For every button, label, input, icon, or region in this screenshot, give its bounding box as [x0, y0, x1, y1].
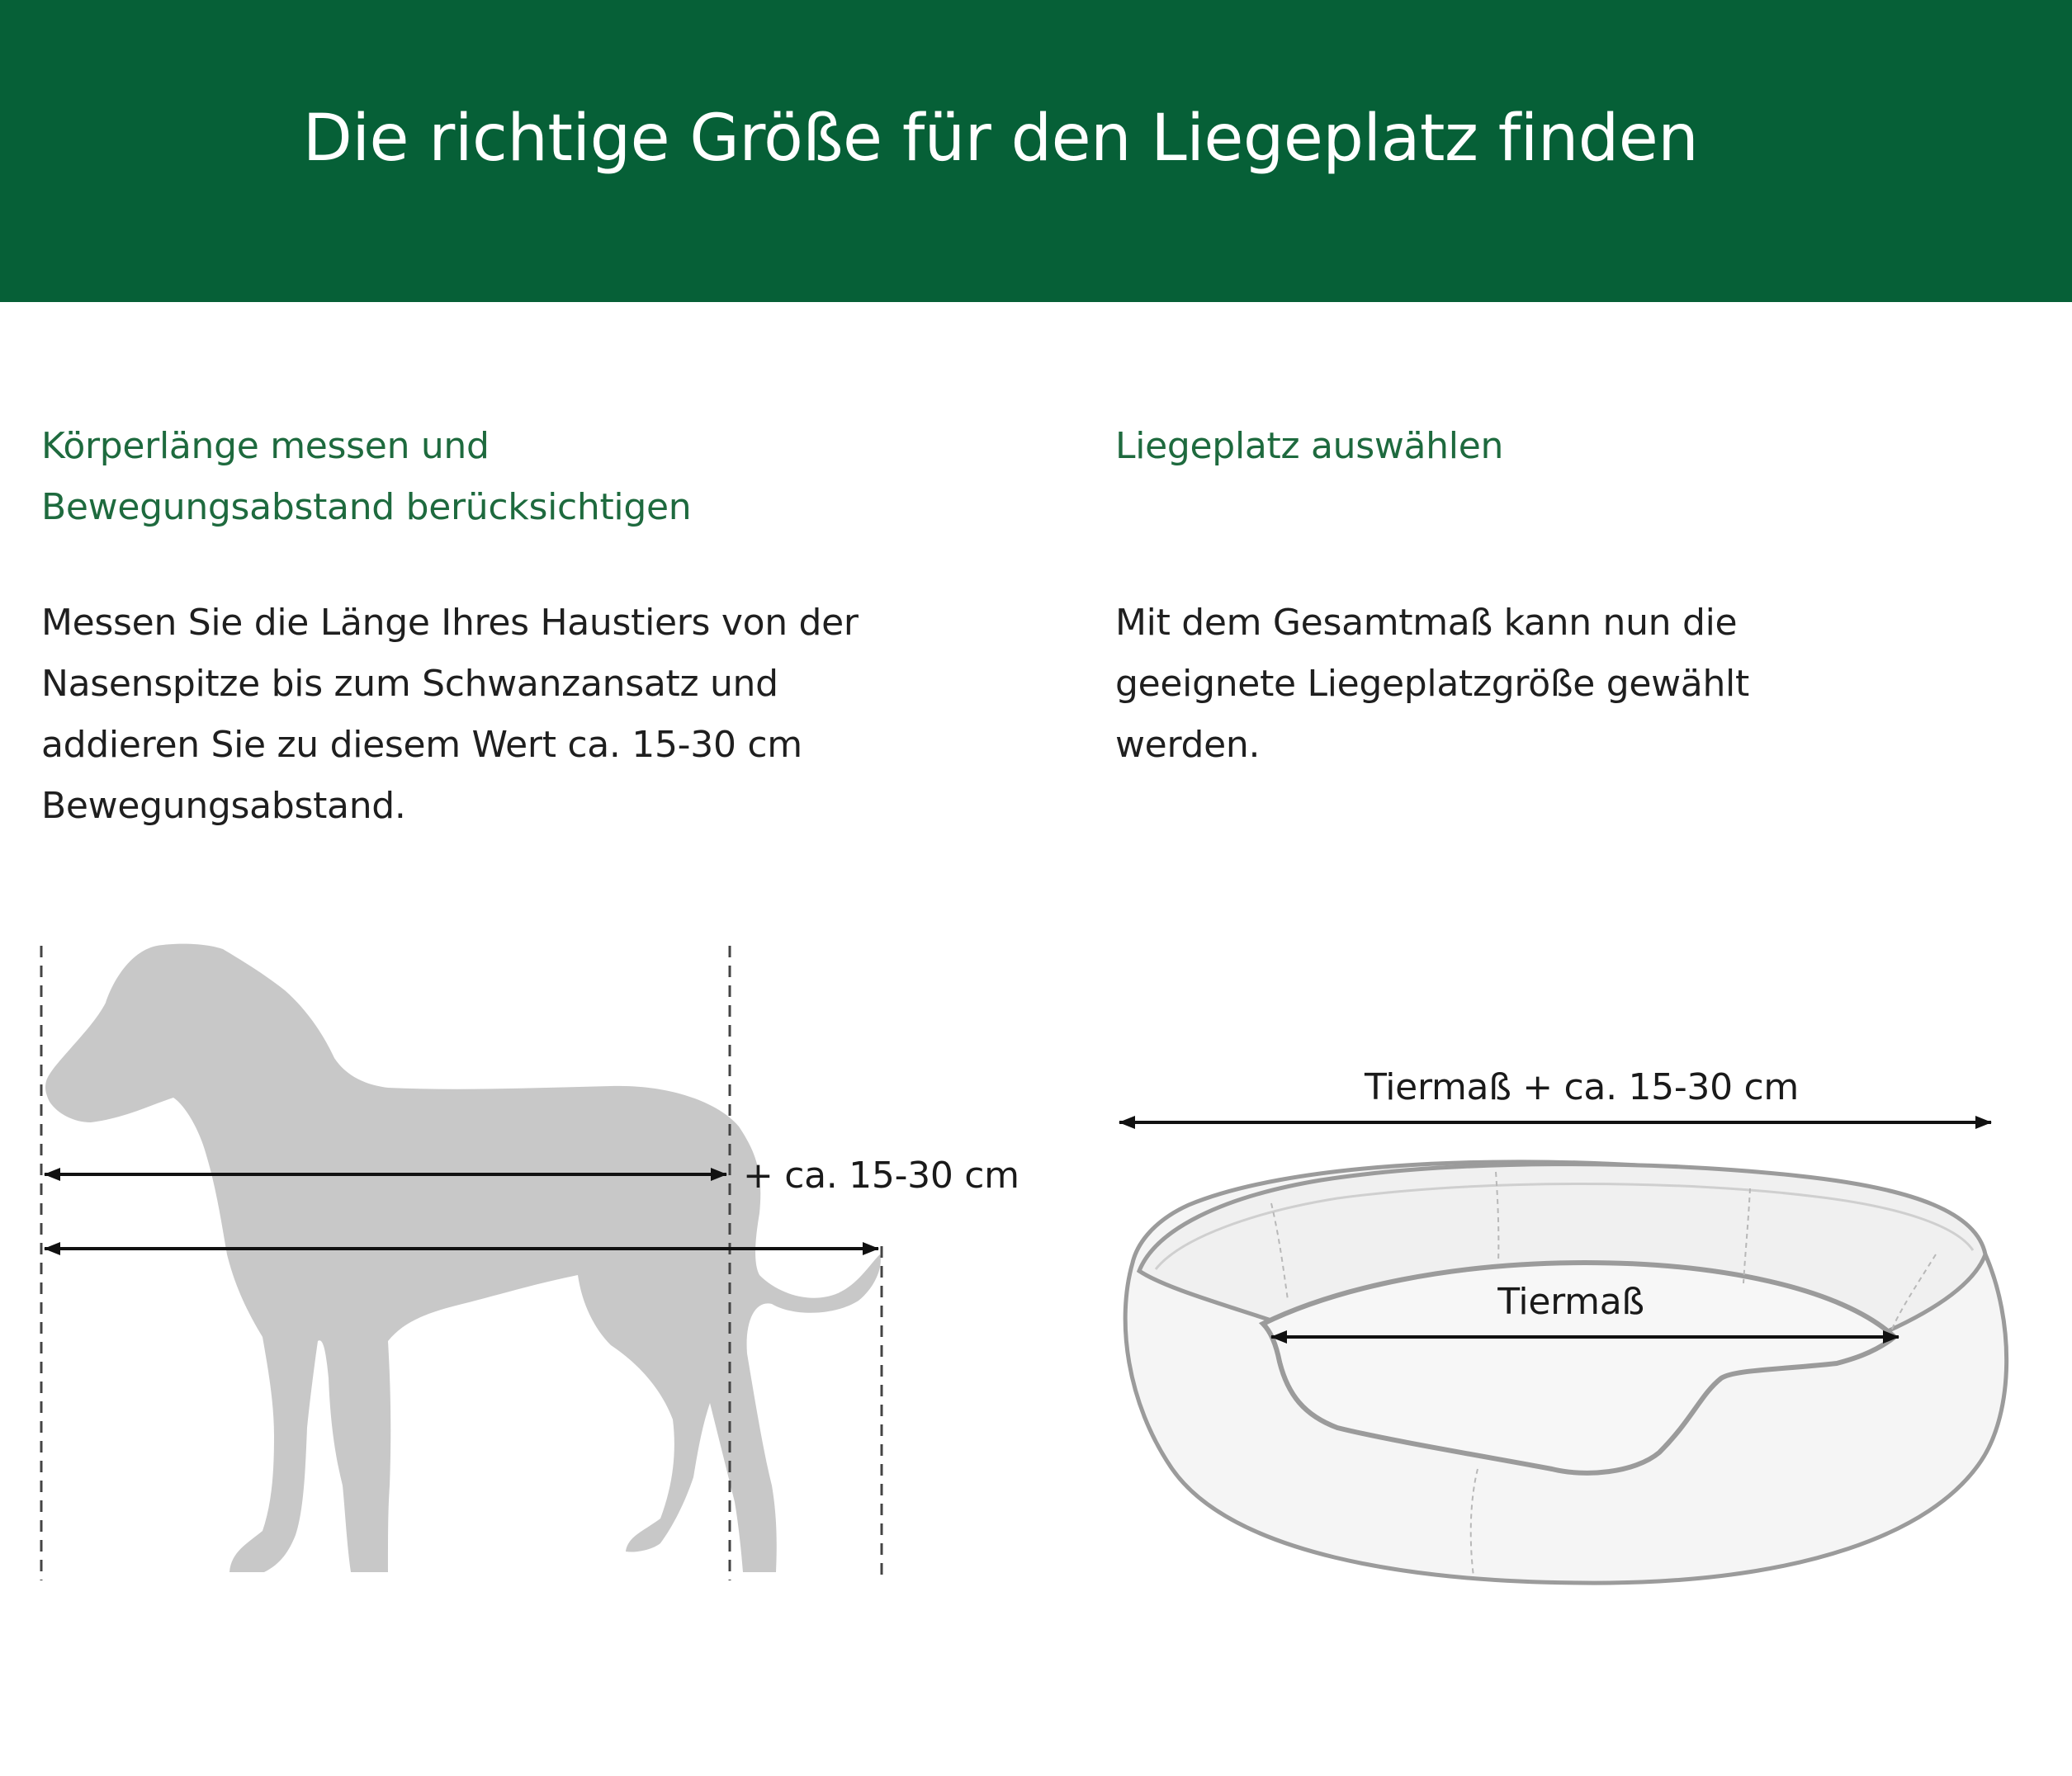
select-bed-heading: Liegeplatz auswählen	[1115, 425, 1504, 467]
measure-heading-line-2: Bewegungsabstand berücksichtigen	[41, 486, 692, 528]
measure-text-line-2: Nasenspitze bis zum Schwanzansatz und	[41, 663, 778, 705]
select-text-line-3: werden.	[1115, 724, 1261, 766]
extra-space-label: + ca. 15-30 cm	[743, 1155, 1019, 1197]
page-title: Die richtige Größe für den Liegeplatz finden	[302, 102, 1699, 176]
measure-text-line-4: Bewegungsabstand.	[41, 785, 406, 827]
measure-heading-line-1: Körperlänge messen und	[41, 425, 490, 467]
select-text-line-1: Mit dem Gesamtmaß kann nun die	[1115, 602, 1738, 644]
measure-text-line-3: addieren Sie zu diesem Wert ca. 15-30 cm	[41, 724, 802, 766]
bed-total-size-label: Tiermaß + ca. 15-30 cm	[1365, 1066, 1799, 1108]
dog-bed-illustration	[1125, 1162, 2007, 1583]
dog-silhouette	[45, 944, 881, 1572]
bed-inner-size-label: Tiermaß	[1497, 1281, 1644, 1323]
select-text-line-2: geeignete Liegeplatzgröße gewählt	[1115, 663, 1749, 705]
measure-text-line-1: Messen Sie die Länge Ihres Haustiers von der	[41, 602, 859, 644]
